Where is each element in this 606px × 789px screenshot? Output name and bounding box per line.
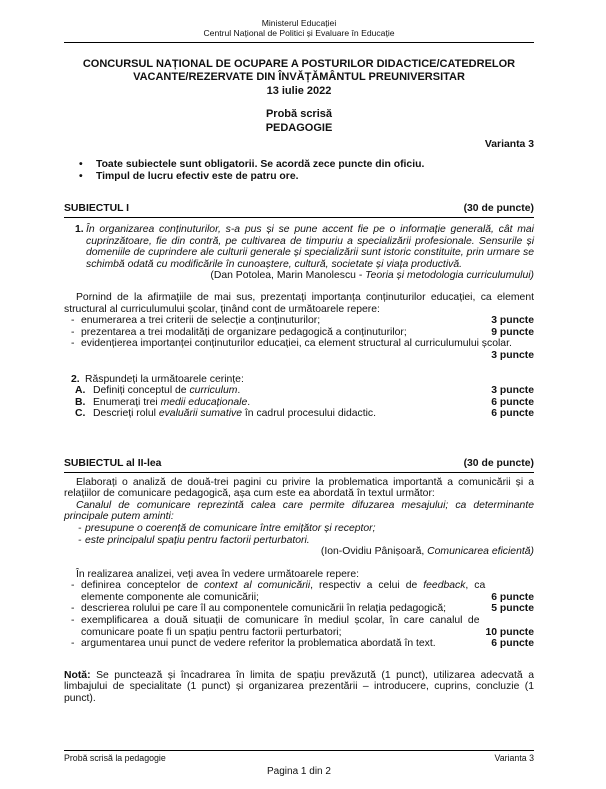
task-points: 3 puncte bbox=[491, 349, 534, 361]
question-1-quote: În organizarea conținuturilor, s-a pus și se pune accent fie pe o informație generală, cât mai cuprinzătoare, fie din contră, pe cultivarea de timpuriu a specializării profesionale. Sensurile și domeniile de cuprindere ale culturii generale și specializării sunt istoric constituite, prin urmare se schimbă odată cu modificările în cunoaștere, cultură, societate și viața productivă. bbox=[86, 224, 534, 270]
dash-marker: - bbox=[78, 534, 82, 546]
bullet-marker: • bbox=[79, 158, 83, 170]
task-text: argumentarea unui punct de vedere referitor la problematica abordată în text. bbox=[81, 638, 436, 650]
requirement-label: C. bbox=[75, 408, 86, 420]
task-text: prezentarea a trei modalități de organizare pedagogică a conținuturilor; bbox=[81, 326, 407, 338]
notice-text: Timpul de lucru efectiv este de patru ore. bbox=[96, 171, 299, 183]
quote-item-text: presupune o coerență de comunicare între emițător și receptor; bbox=[85, 522, 376, 534]
subject1-points: (30 de puncte) bbox=[463, 203, 534, 215]
requirement-points: 3 puncte bbox=[491, 385, 534, 397]
question-1-task-list bbox=[64, 315, 534, 361]
footer-variant-label: Varianta 3 bbox=[494, 753, 534, 763]
subject2-quote-source: (Ion-Ovidiu Pânișoară, Comunicarea eficientă) bbox=[320, 546, 534, 558]
bullet-marker: • bbox=[79, 171, 83, 183]
task-points: 10 puncte bbox=[485, 626, 534, 638]
question-2-requirement-list bbox=[64, 385, 534, 420]
requirement-item bbox=[64, 397, 534, 409]
subject2-intro: Elaborați o analiză de două-trei pagini cu privire la problematica importantă a comunicării și a relațiilor de comunicare pedagogică, așa cum este ea abordată în textul următor: bbox=[64, 476, 534, 500]
contest-title-line1: CONCURSUL NAȚIONAL DE OCUPARE A POSTURILOR DIDACTICE/CATEDRELOR bbox=[82, 58, 516, 70]
task-text: definirea conceptelor de context al comunicării, respectiv a celui de feedback, ca elemente componente ale comunicării; bbox=[81, 580, 486, 603]
task-text: exemplificarea a două situații de comunicare în mediul școlar, în care canalul de comunicare poate fi un spațiu pentru factorii perturbatori; bbox=[81, 615, 480, 638]
notice-list bbox=[64, 159, 534, 184]
task-points: 5 puncte bbox=[491, 603, 534, 615]
exam-type: Probă scrisă bbox=[265, 108, 333, 121]
quote-list-item bbox=[64, 523, 534, 535]
dash-marker: - bbox=[71, 580, 75, 592]
task-item bbox=[64, 315, 534, 327]
dash-marker: - bbox=[71, 315, 75, 327]
task-item bbox=[64, 580, 534, 603]
dash-marker: - bbox=[71, 338, 75, 350]
task-item bbox=[64, 338, 534, 350]
task-item bbox=[64, 615, 534, 638]
task-text: enumerarea a trei criterii de selecție a conținuturilor; bbox=[81, 315, 321, 327]
subject2-task-list bbox=[64, 580, 534, 650]
task-text: descrierea rolului pe care îl au componentele comunicării în relația pedagogică; bbox=[81, 603, 447, 615]
ministry-name: Ministerul Educației bbox=[261, 18, 337, 28]
task-item bbox=[64, 327, 534, 339]
requirement-label: B. bbox=[75, 396, 86, 408]
footer-exam-label: Probă scrisă la pedagogie bbox=[64, 753, 166, 763]
subject1-title: SUBIECTUL I bbox=[64, 203, 130, 215]
requirement-text: Descrieți rolul evaluării sumative în cadrul procesului didactic. bbox=[93, 408, 376, 420]
contest-date: 13 iulie 2022 bbox=[266, 84, 332, 97]
task-text: evidențierea importanței conținuturilor educației, ca element structural al curriculumului școlar. bbox=[81, 338, 512, 350]
task-item bbox=[64, 603, 534, 615]
contest-title-line2: VACANTE/REZERVATE DIN ÎNVĂȚĂMÂNTUL PREUNIVERSITAR bbox=[133, 71, 465, 84]
document-header bbox=[64, 18, 534, 43]
dash-marker: - bbox=[71, 603, 75, 615]
requirement-points: 6 puncte bbox=[491, 396, 534, 408]
subject2-points: (30 de puncte) bbox=[463, 457, 534, 469]
dash-marker: - bbox=[78, 522, 82, 534]
subject2-repere-intro: În realizarea analizei, veți avea în vedere următoarele repere: bbox=[76, 568, 360, 580]
notice-item bbox=[64, 159, 534, 171]
subject2-heading-row bbox=[64, 458, 534, 473]
subject2-title: SUBIECTUL al II-lea bbox=[64, 457, 162, 469]
subject1-heading-row bbox=[64, 203, 534, 218]
notice-item bbox=[64, 171, 534, 183]
agency-name: Centrul Național de Politici și Evaluare în Educație bbox=[203, 28, 395, 38]
task-item bbox=[64, 638, 534, 650]
contest-title bbox=[64, 58, 534, 98]
question-2-intro: Răspundeți la următoarele cerințe: bbox=[85, 373, 244, 385]
exam-discipline: PEDAGOGIE bbox=[265, 121, 333, 134]
subject2-quote-lead: Canalul de comunicare reprezintă calea care permite difuzarea mesajului; ca determinante principale putem aminti: bbox=[64, 499, 534, 523]
question-2 bbox=[64, 374, 534, 386]
variant-label: Varianta 3 bbox=[484, 139, 534, 151]
question-1-body bbox=[86, 224, 534, 282]
task-points: 9 puncte bbox=[491, 326, 534, 338]
dash-marker: - bbox=[71, 326, 75, 338]
question-1 bbox=[64, 224, 534, 282]
notice-text: Toate subiectele sunt obligatorii. Se acordă zece puncte din oficiu. bbox=[96, 158, 425, 170]
requirement-item bbox=[64, 408, 534, 420]
requirement-text: Definiți conceptul de curriculum. bbox=[93, 385, 241, 397]
exam-info bbox=[64, 108, 534, 135]
requirement-points: 6 puncte bbox=[491, 408, 534, 420]
question-2-number: 2. bbox=[71, 373, 80, 385]
footer-row bbox=[64, 753, 534, 763]
question-1-intro: Pornind de la afirmațiile de mai sus, prezentați importanța conținuturilor educației, ca element structural al curriculumului școlar, ținând cont de următoarele repere: bbox=[64, 292, 534, 315]
page-number: Pagina 1 din 2 bbox=[267, 766, 331, 777]
requirement-text: Enumerați trei medii educaționale. bbox=[93, 396, 251, 408]
quote-list-item bbox=[64, 535, 534, 547]
requirement-item bbox=[64, 385, 534, 397]
dash-marker: - bbox=[71, 615, 75, 627]
dash-marker: - bbox=[71, 638, 75, 650]
requirement-label: A. bbox=[75, 385, 86, 397]
question-1-number: 1. bbox=[75, 224, 84, 236]
task-points: 3 puncte bbox=[491, 315, 534, 327]
grading-note: Notă: Se punctează și încadrarea în limita de spațiu prevăzută (1 punct), utilizarea adecvată a limbajului de specialitate (1 punct) și organizarea prezentării – introducere, cuprins, concluzie (1 punct). bbox=[64, 669, 534, 705]
page-footer bbox=[64, 750, 534, 777]
task-points: 6 puncte bbox=[491, 638, 534, 650]
quote-item-text: este principalul spațiu pentru factorii perturbatori. bbox=[85, 534, 310, 546]
question-1-source: (Dan Potolea, Marin Manolescu - Teoria și metodologia curriculumului) bbox=[210, 270, 534, 282]
task-points: 6 puncte bbox=[491, 591, 534, 603]
